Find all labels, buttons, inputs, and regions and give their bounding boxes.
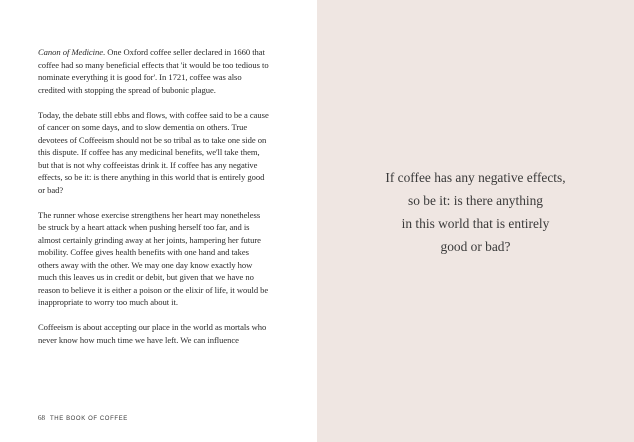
right-page xyxy=(317,0,634,442)
pull-quote xyxy=(337,166,614,258)
paragraph-3: The runner whose exercise strengthens her heart may nonetheless be struck by a heart attack when pushing herself too far, and is almost certainly grinding away at her joints, hampering her future mobility. Coffee gives health benefits with one hand and takes others away with the other. We may one day know exactly how much this leaves us in credit or debit, but given that we have no reason to believe it is either a poison or the elixir of life, it would be inappropriate to worry too much about it. xyxy=(38,209,269,307)
paragraph-2: Today, the debate still ebbs and flows, with coffee said to be a cause of cancer on some days, and to slow dementia on others. True devotees of Coffeeism should not be so tribal as to take one side on this dispute. If coffee has any medicinal benefits, we'll take them, but that is not why coffeeistas drink it. If coffee has any negative effects, so be it: is there anything in this world that is entirely good or bad? xyxy=(38,109,269,195)
pull-quote-line: If coffee has any negative effects, xyxy=(385,170,566,185)
pull-quote-line: good or bad? xyxy=(440,239,511,254)
pull-quote-line: in this world that is entirely xyxy=(401,216,550,231)
italic-book-title: Canon of Medicine xyxy=(38,47,104,57)
paragraph-4: Coffeeism is about accepting our place in the world as mortals who never know how much time we have left. We can influence xyxy=(38,322,267,345)
running-title: THE BOOK OF COFFEE xyxy=(50,416,128,422)
paragraph-1-text: . One Oxford coffee seller declared in 1660 that coffee had so many beneficial effects that 'it would be too tedious to nominate everything it is good for'. In 1721, coffee was also credited with stopping the spread of bubonic plague. xyxy=(38,47,269,95)
paragraph-1 xyxy=(38,46,270,96)
page-footer xyxy=(38,414,128,422)
page-number: 68 xyxy=(38,414,45,422)
body-text xyxy=(38,46,270,359)
pull-quote-line: so be it: is there anything xyxy=(408,193,543,208)
